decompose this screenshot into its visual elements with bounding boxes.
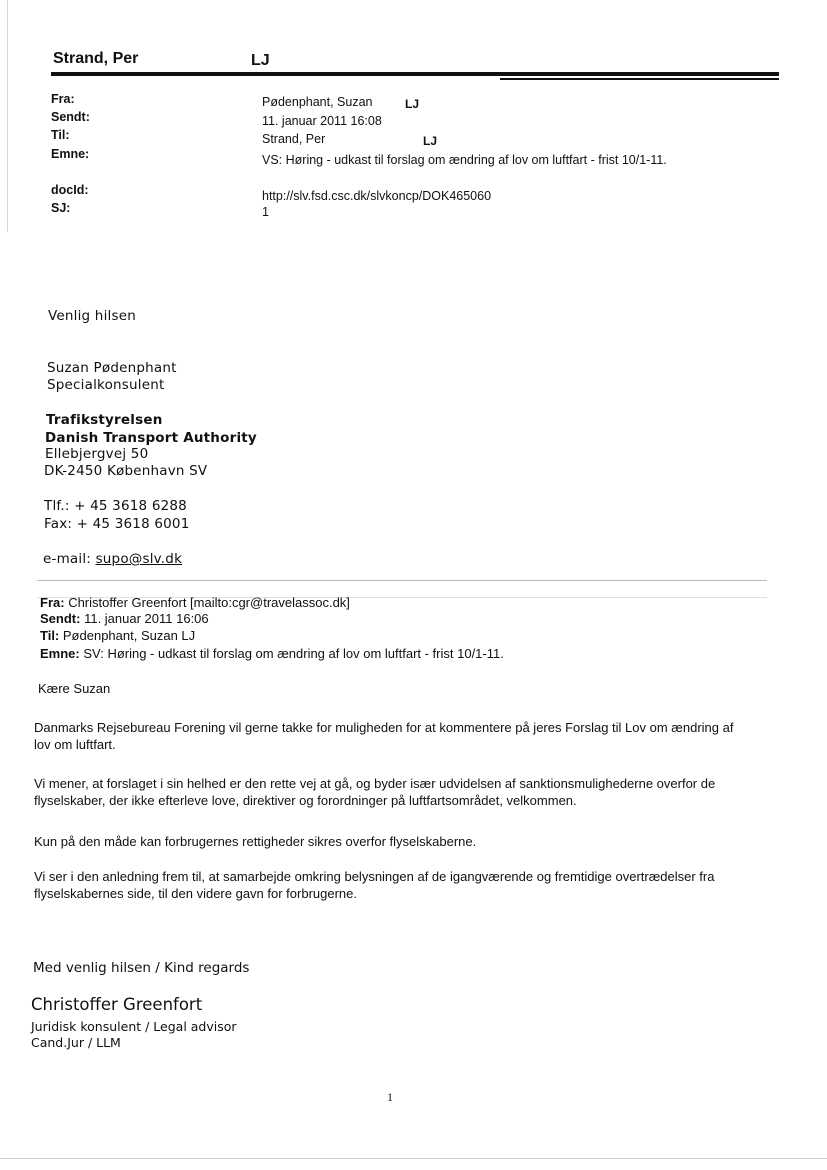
body-paragraph-2: Vi mener, at forslaget i sin helhed er den rette vej at gå, og byder især udvidelsen af sanktionsmulighederne overfor de flyselskaber, der ikke efterleve love, direktiver og forordninger på luftfartsområdet, velkommen. — [34, 776, 716, 808]
sig-name: Suzan Pødenphant — [47, 360, 177, 376]
fwd-sent-label: Sendt: — [40, 611, 81, 626]
header-name: Strand, Per — [53, 50, 139, 67]
scan-edge-line — [7, 0, 8, 232]
fwd-from-label: Fra: — [40, 595, 65, 610]
meta-to-value: Strand, Per — [262, 132, 326, 146]
sig-greeting: Venlig hilsen — [48, 308, 136, 324]
meta-sj-value: 1 — [262, 205, 269, 219]
body-paragraph-4: Vi ser i den anledning frem til, at samarbejde omkring belysningen af de igangværende og fremtidige overtrædelser fra flyselskabernes side, til den videre gavn for forbrugerne. — [34, 869, 715, 901]
closing-name: Christoffer Greenfort — [31, 995, 203, 1014]
meta-subject-value: VS: Høring - udkast til forslag om ændring af lov om luftfart - frist 10/1-11. — [262, 153, 667, 167]
fwd-from-value: Christoffer Greenfort [mailto:cgr@travelassoc.dk] — [68, 595, 350, 610]
fwd-sent-value: 11. januar 2011 16:06 — [84, 611, 209, 626]
sig-org-en: Danish Transport Authority — [45, 430, 257, 446]
body-paragraph-1: Danmarks Rejsebureau Forening vil gerne takke for muligheden for at kommentere på jeres Forslag til Lov om ændring af lov om luftfart. — [34, 720, 734, 752]
fwd-to-value: Pødenphant, Suzan LJ — [62, 628, 196, 643]
meta-from-label: Fra: — [51, 92, 75, 106]
meta-to-mark: LJ — [423, 134, 438, 148]
fwd-to-label: Til: — [40, 628, 60, 643]
fwd-subject-value: SV: Høring - udkast til forslag om ændring af lov om luftfart - frist 10/1-11. — [83, 646, 504, 661]
page-bottom-edge — [0, 1158, 827, 1159]
meta-sj-label: SJ: — [51, 201, 71, 215]
sig-title: Specialkonsulent — [47, 377, 165, 393]
meta-docid-label: docId: — [51, 183, 89, 197]
meta-to-label: Til: — [51, 128, 70, 142]
meta-docid-value: http://slv.fsd.csc.dk/slvkoncp/DOK465060 — [262, 189, 492, 203]
body-paragraph-3: Kun på den måde kan forbrugernes rettigheder sikres overfor flyselskaberne. — [34, 834, 477, 849]
fwd-subject — [40, 646, 504, 661]
fwd-subject-label: Emne: — [40, 646, 80, 661]
sig-street: Ellebjergvej 50 — [45, 446, 149, 462]
sig-org-da: Trafikstyrelsen — [46, 412, 163, 428]
closing-degree: Cand.Jur / LLM — [31, 1035, 121, 1050]
forward-divider — [37, 580, 767, 581]
closing-role: Juridisk konsulent / Legal advisor — [31, 1019, 237, 1034]
meta-sent-label: Sendt: — [51, 110, 90, 124]
sig-email-line — [43, 551, 182, 567]
header-rule-secondary — [500, 78, 779, 80]
body-salutation: Kære Suzan — [38, 681, 111, 696]
sig-phone: Tlf.: + 45 3618 6288 — [44, 498, 187, 514]
sig-fax: Fax: + 45 3618 6001 — [44, 516, 190, 532]
meta-from-mark: LJ — [405, 97, 420, 111]
fwd-to — [40, 628, 195, 643]
sig-city: DK-2450 København SV — [44, 463, 208, 479]
closing-greeting: Med venlig hilsen / Kind regards — [33, 960, 250, 976]
sig-email-label: e-mail: — [43, 551, 92, 567]
fwd-sent — [40, 611, 209, 626]
meta-sent-value: 11. januar 2011 16:08 — [262, 114, 382, 128]
email-link[interactable]: supo@slv.dk — [95, 551, 183, 567]
fwd-from — [40, 595, 350, 610]
header-mark: LJ — [251, 52, 270, 69]
page-number: 1 — [387, 1090, 393, 1104]
meta-from-value: Pødenphant, Suzan — [262, 95, 373, 109]
header-rule — [51, 72, 779, 76]
meta-subject-label: Emne: — [51, 147, 90, 161]
